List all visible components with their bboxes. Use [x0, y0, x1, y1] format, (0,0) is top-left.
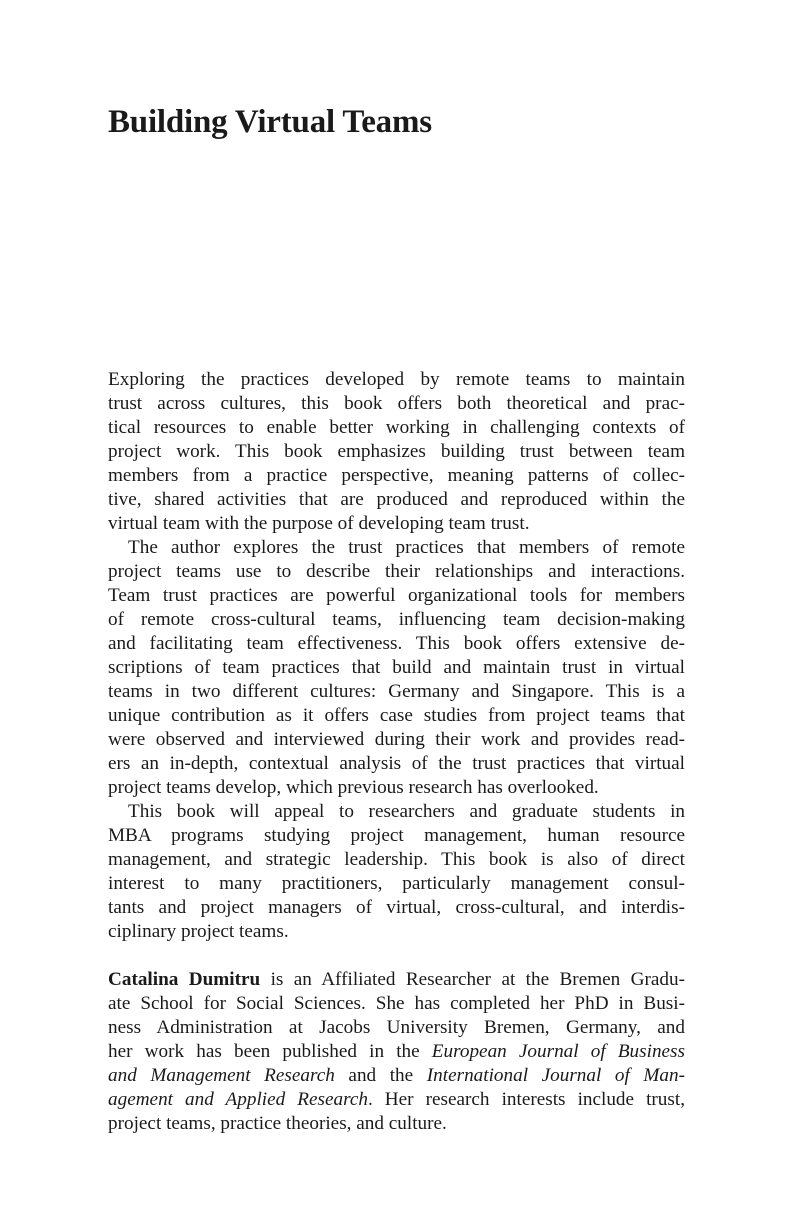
bio-text: and the — [334, 1065, 427, 1086]
bio-line — [108, 1040, 685, 1064]
text-line: tive, shared activities that are produced and reproduced within the — [108, 489, 685, 510]
paragraph-gap — [108, 944, 685, 968]
text-line: of remote cross-cultural teams, influencing team decision-making — [108, 609, 685, 630]
bio-text: project teams, practice theories, and culture. — [108, 1113, 447, 1134]
text-line: project teams use to describe their relationships and interactions. — [108, 561, 685, 582]
text-line: Team trust practices are powerful organizational tools for members — [108, 585, 685, 606]
text-line: management, and strategic leadership. This book is also of direct — [108, 849, 685, 870]
description-paragraph — [108, 536, 685, 800]
text-line: trust across cultures, this book offers both theoretical and prac- — [108, 393, 685, 414]
description-paragraph — [108, 368, 685, 536]
bio-line — [108, 1088, 685, 1112]
text-line: project work. This book emphasizes building trust between team — [108, 441, 685, 462]
text-line: and facilitating team effectiveness. This book offers extensive de- — [108, 633, 685, 654]
journal-title: European Journal of Business — [431, 1041, 685, 1062]
text-line: MBA programs studying project management, human resource — [108, 825, 685, 846]
author-name: Catalina Dumitru — [108, 969, 261, 990]
text-line: This book will appeal to researchers and graduate students in — [128, 801, 685, 822]
bio-line — [108, 1112, 685, 1136]
text-line: ciplinary project teams. — [108, 921, 289, 942]
book-description — [108, 368, 685, 1136]
author-bio — [108, 968, 685, 1136]
text-line: unique contribution as it offers case studies from project teams that — [108, 705, 685, 726]
text-line: tical resources to enable better working in challenging contexts of — [108, 417, 685, 438]
text-line: Exploring the practices developed by remote teams to maintain — [108, 369, 685, 390]
bio-line — [108, 992, 685, 1016]
text-line: scriptions of team practices that build and maintain trust in virtual — [108, 657, 685, 678]
text-line: virtual team with the purpose of developing team trust. — [108, 513, 530, 534]
text-line: interest to many practitioners, particularly management consul- — [108, 873, 685, 894]
journal-title: International Journal of Man- — [426, 1065, 685, 1086]
bio-line — [108, 1016, 685, 1040]
text-line: were observed and interviewed during their work and provides read- — [108, 729, 685, 750]
bio-text: . Her research interests include trust, — [367, 1089, 685, 1110]
bio-text: ness Administration at Jacobs University Bremen, Germany, and — [108, 1017, 685, 1038]
bio-line — [108, 968, 685, 992]
bio-text: ate School for Social Sciences. She has completed her PhD in Busi- — [108, 993, 685, 1014]
bio-text: her work has been published in the — [108, 1041, 432, 1062]
text-line: ers an in-depth, contextual analysis of the trust practices that virtual — [108, 753, 685, 774]
book-title: Building Virtual Teams — [108, 104, 432, 140]
bio-line — [108, 1064, 685, 1088]
text-line: project teams develop, which previous research has overlooked. — [108, 777, 599, 798]
text-line: tants and project managers of virtual, cross-cultural, and interdis- — [108, 897, 685, 918]
description-paragraph — [108, 800, 685, 944]
text-line: The author explores the trust practices that members of remote — [128, 537, 685, 558]
bio-text: is an Affiliated Researcher at the Bremen Gradu- — [260, 969, 685, 990]
text-line: teams in two different cultures: Germany and Singapore. This is a — [108, 681, 685, 702]
text-line: members from a practice perspective, meaning patterns of collec- — [108, 465, 685, 486]
journal-title: and Management Research — [108, 1065, 335, 1086]
journal-title: agement and Applied Research — [108, 1089, 368, 1110]
